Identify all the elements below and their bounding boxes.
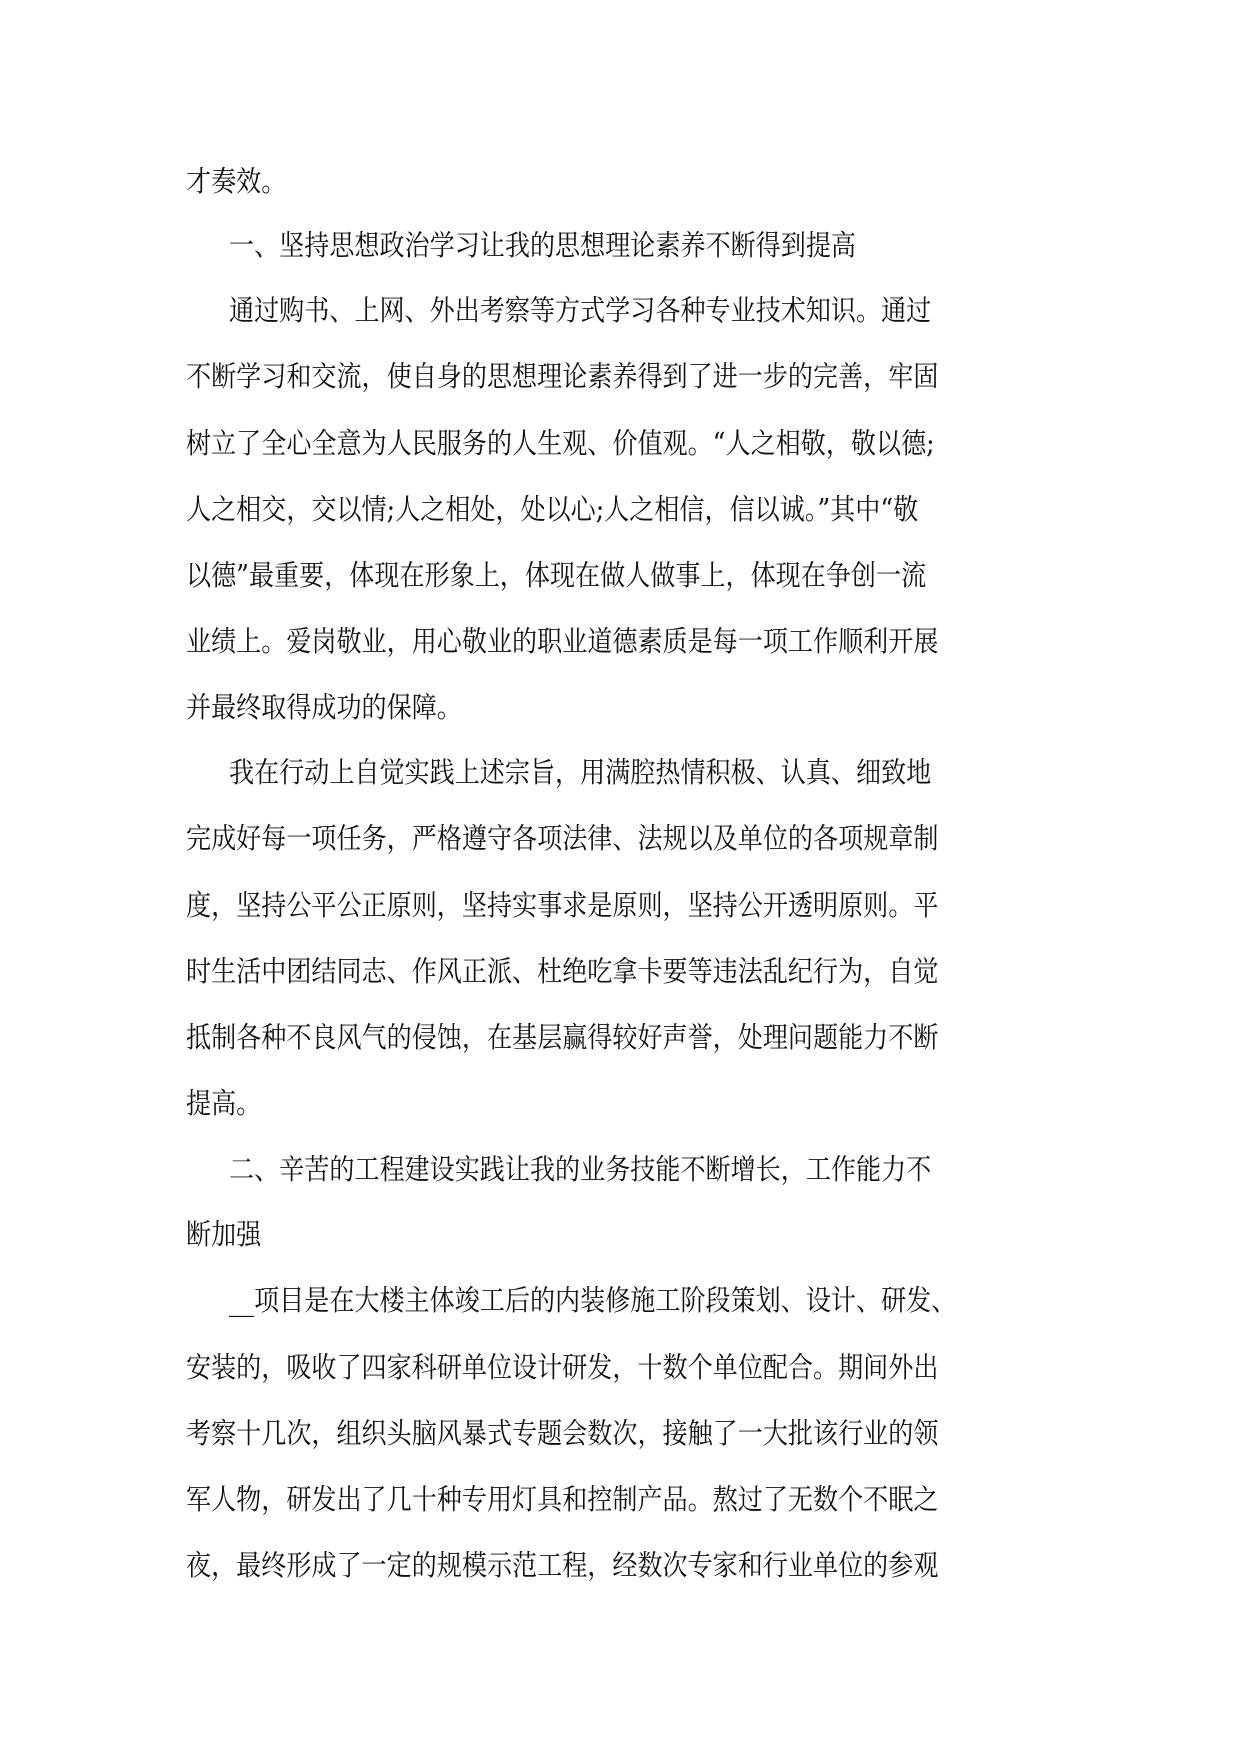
text-line: 抵制各种不良风气的侵蚀，在基层赢得较好声誉，处理问题能力不断 <box>186 1021 939 1054</box>
text-line: 以德”最重要，体现在形象上，体现在做人做事上，体现在争创一流 <box>186 559 927 592</box>
section-heading: 一、坚持思想政治学习让我的思想理论素养不断得到提高 <box>229 229 857 262</box>
text-line: 并最终取得成功的保障。 <box>186 691 462 724</box>
text-line: 完成好每一项任务，严格遵守各项法律、法规以及单位的各项规章制 <box>186 822 939 855</box>
text-line: 军人物，研发出了几十种专用灯具和控制产品。熬过了无数个不眠之 <box>186 1483 939 1516</box>
section-heading: 二、辛苦的工程建设实践让我的业务技能不断增长，工作能力不 <box>229 1153 932 1186</box>
section-heading: 断加强 <box>186 1218 262 1251</box>
text-line: 不断学习和交流，使自身的思想理论素养得到了进一步的完善，牢固 <box>186 360 939 393</box>
text-line: __项目是在大楼主体竣工后的内装修施工阶段策划、设计、研发、 <box>229 1284 957 1317</box>
text-line: 考察十几次，组织头脑风暴式专题会数次，接触了一大批该行业的领 <box>186 1417 939 1450</box>
text-line: 时生活中团结同志、作风正派、杜绝吃拿卡要等违法乱纪行为，自觉 <box>186 955 939 988</box>
text-line: 我在行动上自觉实践上述宗旨，用满腔热情积极、认真、细致地 <box>229 756 932 789</box>
text-line: 才奏效。 <box>186 165 287 198</box>
text-line: 夜，最终形成了一定的规模示范工程，经数次专家和行业单位的参观 <box>186 1549 939 1582</box>
text-line: 安装的，吸收了四家科研单位设计研发，十数个单位配合。期间外出 <box>186 1351 939 1384</box>
text-line: 人之相交，交以情;人之相处，处以心;人之相信，信以诚。”其中“敬 <box>186 493 919 526</box>
text-line: 树立了全心全意为人民服务的人生观、价值观。“人之相敬，敬以德; <box>186 427 935 460</box>
text-line: 通过购书、上网、外出考察等方式学习各种专业技术知识。通过 <box>229 294 932 327</box>
text-line: 业绩上。爱岗敬业，用心敬业的职业道德素质是每一项工作顺利开展 <box>186 625 939 658</box>
text-line: 度，坚持公平公正原则，坚持实事求是原则，坚持公开透明原则。平 <box>186 889 939 922</box>
text-line: 提高。 <box>186 1087 262 1120</box>
